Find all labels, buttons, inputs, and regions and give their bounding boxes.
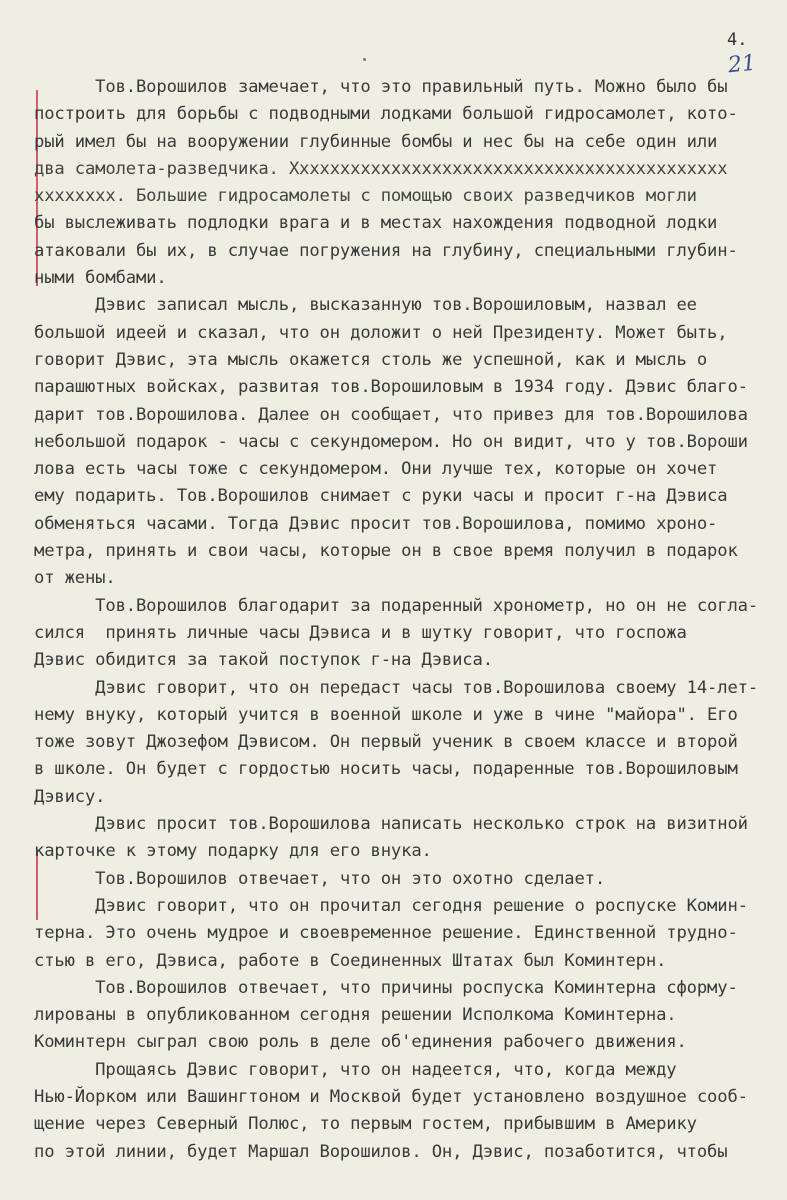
paragraph-6 <box>34 866 780 893</box>
page-number: 4. <box>727 30 748 50</box>
text-line: обменяться часами. Тогда Дэвис просит тов.Ворошилова, помимо хроно- <box>34 513 718 534</box>
text-line: Нью-Йорком или Вашингтоном и Москвой будет установлено воздушное сооб- <box>34 1086 748 1107</box>
text-line: тоже зовут Джозефом Дэвисом. Он первый ученик в своем классе и второй <box>34 732 738 753</box>
paragraph-9 <box>34 1057 780 1166</box>
archive-page-number: 21 <box>726 50 758 79</box>
text-line: Тов.Ворошилов отвечает, что он это охотно сделает. <box>34 868 606 889</box>
paragraph-7 <box>34 893 780 975</box>
paragraph-2 <box>34 292 780 592</box>
text-line: терна. Это очень мудрое и своевременное решение. Единственной трудно- <box>34 923 738 944</box>
text-line: по этой линии, будет Маршал Ворошилов. Он, Дэвис, позаботится, чтобы <box>34 1141 728 1162</box>
text-line: парашютных войсках, развитая тов.Ворошиловым в 1934 году. Дэвис благо- <box>34 377 748 398</box>
text-line: Тов.Ворошилов замечает, что это правильный путь. Можно было бы <box>34 77 728 97</box>
text-line: Тов.Ворошилов отвечает, что причины роспуска Коминтерна сформу- <box>34 977 738 998</box>
paragraph-3 <box>34 593 780 675</box>
paragraph-1 <box>34 74 780 292</box>
text-line: Тов.Ворошилов благодарит за подаренный хронометр, но он не согла- <box>34 595 759 616</box>
paragraph-5 <box>34 811 780 866</box>
text-line: рый имел бы на вооружении глубинные бомбы и нес бы на себе один или <box>34 131 718 152</box>
text-line: Дэвис обидится за такой поступок г-на Дэвиса. <box>34 650 493 671</box>
text-line: Прощаясь Дэвис говорит, что он надеется, что, когда между <box>34 1059 677 1080</box>
text-line: лированы в опубликованном сегодня решении Исполкома Коминтерна. <box>34 1005 677 1026</box>
paragraph-4 <box>34 675 780 811</box>
text-line: нему внуку, который учится в военной школе и уже в чине "майора". Его <box>34 704 738 725</box>
text-line: атаковали бы их, в случае погружения на глубину, специальными глубин- <box>34 240 738 261</box>
text-line: Коминтерн сыграл свою роль в деле об'единения рабочего движения. <box>34 1032 687 1053</box>
text-line: сился принять личные часы Дэвиса и в шутку говорит, что госпожа <box>34 622 687 643</box>
paragraph-8 <box>34 975 780 1057</box>
text-line: Дэвис записал мысль, высказанную тов.Ворошиловым, назвал ее <box>34 295 697 316</box>
text-line: ными бомбами. <box>34 268 167 289</box>
text-line-struck: два самолета-разведчика. Ххххххххххххххххххххххххххххххххххххххххххх <box>34 158 728 179</box>
text-line: Дэвис говорит, что он прочитал сегодня решение о роспуске Комин- <box>34 895 748 916</box>
text-line: метра, принять и свои часы, которые он в свое время получил в подарок <box>34 541 738 562</box>
text-line: дарит тов.Ворошилова. Далее он сообщает, что привез для тов.Ворошилова <box>34 404 748 425</box>
text-line: большой идеей и сказал, что он доложит о ней Президенту. Может быть, <box>34 322 728 343</box>
text-line: щение через Северный Полюс, то первым гостем, прибывшим в Америку <box>34 1114 697 1135</box>
text-line: Дэвис просит тов.Ворошилова написать несколько строк на визитной <box>34 814 748 835</box>
text-line: бы выслеживать подлодки врага и в местах нахождения подводной лодки <box>34 213 718 234</box>
text-line: стью в его, Дэвиса, работе в Соединенных Штатах был Коминтерн. <box>34 950 667 971</box>
punch-dot <box>363 58 366 61</box>
text-line: Дэвису. <box>34 786 106 807</box>
text-line: в школе. Он будет с гордостью носить часы, подаренные тов.Ворошиловым <box>34 759 738 780</box>
text-line: небольшой подарок - часы с секундомером. Но он видит, что у тов.Вороши <box>34 431 748 452</box>
text-line: карточке к этому подарку для его внука. <box>34 841 432 862</box>
text-line: построить для борьбы с подводными лодками большой гидросамолет, кото- <box>34 104 738 125</box>
text-line-struck: хххххххх. Большие гидросамолеты с помощью своих разведчиков могли <box>34 186 697 207</box>
text-line: от жены. <box>34 568 116 589</box>
text-line: ему подарить. Тов.Ворошилов снимает с руки часы и просит г-на Дэвиса <box>34 486 728 507</box>
text-line: Дэвис говорит, что он передаст часы тов.Ворошилова своему 14-лет- <box>34 677 759 698</box>
text-line: говорит Дэвис, эта мысль окажется столь же успешной, как и мысль о <box>34 349 708 370</box>
document-body <box>34 74 780 1166</box>
text-line: лова есть часы тоже с секундомером. Они лучше тех, которые он хочет <box>34 459 718 480</box>
